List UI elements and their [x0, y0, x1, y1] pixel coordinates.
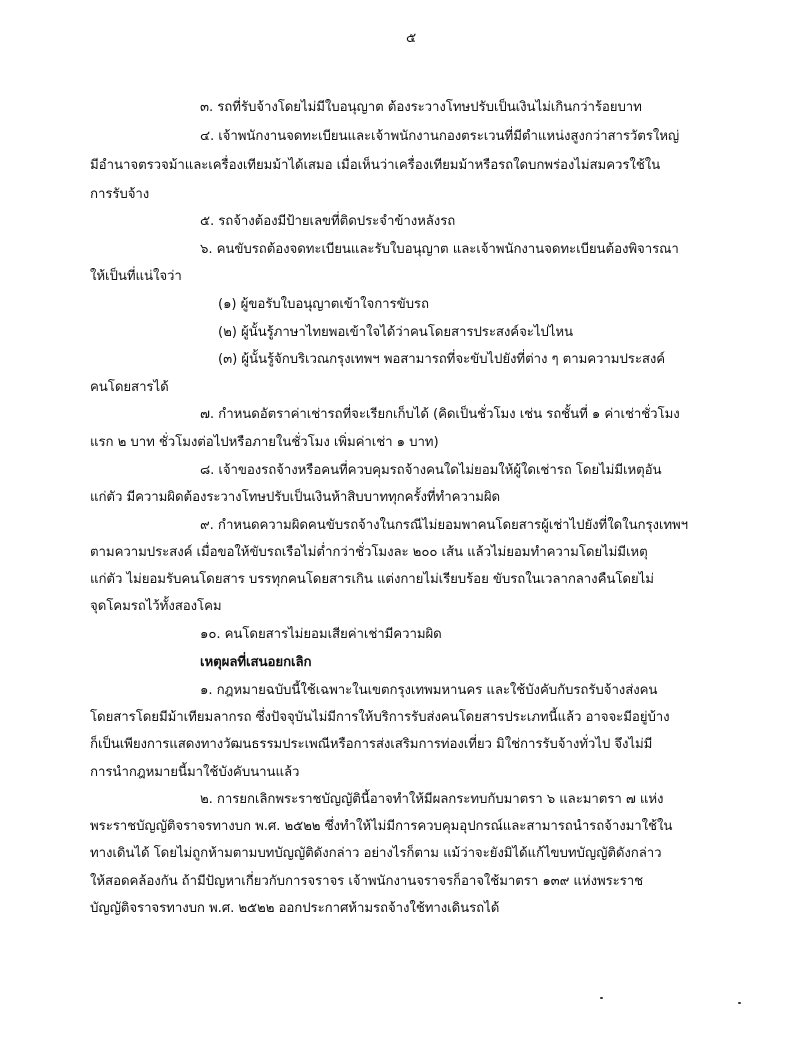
text-line: ตามความประสงค์ เมื่อขอให้ขับรถเรือไม่ต่ำกว่าชั่วโมงละ ๒๐๐ เส้น แล้วไม่ยอมทำความโดยไม่มีเหตุ [90, 545, 648, 560]
text-line: ๑. กฎหมายฉบับนี้ใช้เฉพาะในเขตกรุงเทพมหานคร และใช้บังคับกับรถรับจ้างส่งคน [200, 683, 658, 698]
text-line: การนำกฎหมายนี้มาใช้บังคับนานแล้ว [90, 765, 300, 780]
text-line: ๕. รถจ้างต้องมีป้ายเลขที่ติดประจำข้างหลังรถ [200, 214, 456, 229]
text-line: ทางเดินได้ โดยไม่ถูกห้ามตามบทบัญญัติดังกล่าว อย่างไรก็ตาม แม้ว่าจะยังมิได้แก้ไขบทบัญญัติดังกล่าว [90, 846, 662, 861]
text-line: คนโดยสารได้ [90, 380, 169, 395]
text-line: ๓. รถที่รับจ้างโดยไม่มีใบอนุญาต ต้องระวางโทษปรับเป็นเงินไม่เกินกว่าร้อยบาท [200, 100, 642, 115]
text-line: โดยสารโดยมีม้าเทียมลากรถ ซึ่งปัจจุบันไม่มีการให้บริการรับส่งคนโดยสารประเภทนี้แล้ว อาจจะมีอยู่บ้าง [90, 710, 670, 725]
scan-speck [600, 997, 603, 999]
text-line: ๒. การยกเลิกพระราชบัญญัตินี้อาจทำให้มีผลกระทบกับมาตรา ๖ และมาตรา ๗ แห่ง [200, 792, 664, 807]
section-heading: เหตุผลที่เสนอยกเลิก [200, 655, 312, 670]
page-number: ๕ [406, 30, 417, 46]
text-line: มีอำนาจตรวจม้าและเครื่องเทียมม้าได้เสมอ เมื่อเห็นว่าเครื่องเทียมม้าหรือรถใดบกพร่องไม่สมควรใช้ใน [90, 158, 661, 173]
text-line: ก็เป็นเพียงการแสดงทางวัฒนธรรมประเพณีหรือการส่งเสริมการท่องเที่ยว มิใช่การรับจ้างทั่วไป จึงไม่มี [90, 737, 653, 752]
text-line: ให้สอดคล้องกัน ถ้ามีปัญหาเกี่ยวกับการจราจร เจ้าพนักงานจราจรก็อาจใช้มาตรา ๑๓๙ แห่งพระราช [90, 874, 644, 889]
text-line: ๙. กำหนดความผิดคนขับรถจ้างในกรณีไม่ยอมพาคนโดยสารผู้เช่าไปยังที่ใดในกรุงเทพฯ [200, 518, 689, 533]
text-line: ๑๐. คนโดยสารไม่ยอมเสียค่าเช่ามีความผิด [200, 627, 442, 642]
text-line: (๒) ผู้นั้นรู้ภาษาไทยพอเข้าใจได้ว่าคนโดยสารประสงค์จะไปไหน [218, 325, 573, 340]
text-line: (๓) ผู้นั้นรู้จักบริเวณกรุงเทพฯ พอสามารถที่จะขับไปยังที่ต่าง ๆ ตามความประสงค์ [218, 352, 666, 367]
text-line: จุดโคมรถไว้ทั้งสองโคม [90, 599, 222, 614]
text-line: ให้เป็นที่แน่ใจว่า [90, 269, 182, 284]
text-line: ๖. คนขับรถต้องจดทะเบียนและรับใบอนุญาต และเจ้าพนักงานจดทะเบียนต้องพิจารณา [200, 242, 679, 257]
scan-speck [738, 1002, 741, 1004]
text-line: แก่ตัว ไม่ยอมรับคนโดยสาร บรรทุกคนโดยสารเกิน แต่งกายไม่เรียบร้อย ขับรถในเวลากลางคืนโดยไม่ [90, 572, 654, 587]
text-line: แก่ตัว มีความผิดต้องระวางโทษปรับเป็นเงินห้าสิบบาททุกครั้งที่ทำความผิด [90, 490, 501, 505]
text-line: การรับจ้าง [90, 187, 150, 202]
text-line: ๗. กำหนดอัตราค่าเช่ารถที่จะเรียกเก็บได้ (คิดเป็นชั่วโมง เช่น รถชั้นที่ ๑ ค่าเช่าชั่วโมง [200, 407, 680, 422]
text-line: พระราชบัญญัติจราจรทางบก พ.ศ. ๒๕๒๒ ซึ่งทำให้ไม่มีการควบคุมอุปกรณ์และสามารถนำรถจ้างมาใช้ใน [90, 819, 673, 834]
text-line: บัญญัติจราจรทางบก พ.ศ. ๒๕๒๒ ออกประกาศห้ามรถจ้างใช้ทางเดินรถได้ [90, 901, 500, 916]
text-line: ๘. เจ้าของรถจ้างหรือคนที่ควบคุมรถจ้างคนใดไม่ยอมให้ผู้ใดเช่ารถ โดยไม่มีเหตุอัน [200, 463, 662, 478]
text-line: แรก ๒ บาท ชั่วโมงต่อไปหรือภายในชั่วโมง เพิ่มค่าเช่า ๑ บาท) [90, 435, 439, 450]
text-line: ๔. เจ้าพนักงานจดทะเบียนและเจ้าพนักงานกองตระเวนที่มีตำแหน่งสูงกว่าสารวัตรใหญ่ [200, 129, 680, 144]
text-line: (๑) ผู้ขอรับใบอนุญาตเข้าใจการขับรถ [218, 297, 429, 312]
